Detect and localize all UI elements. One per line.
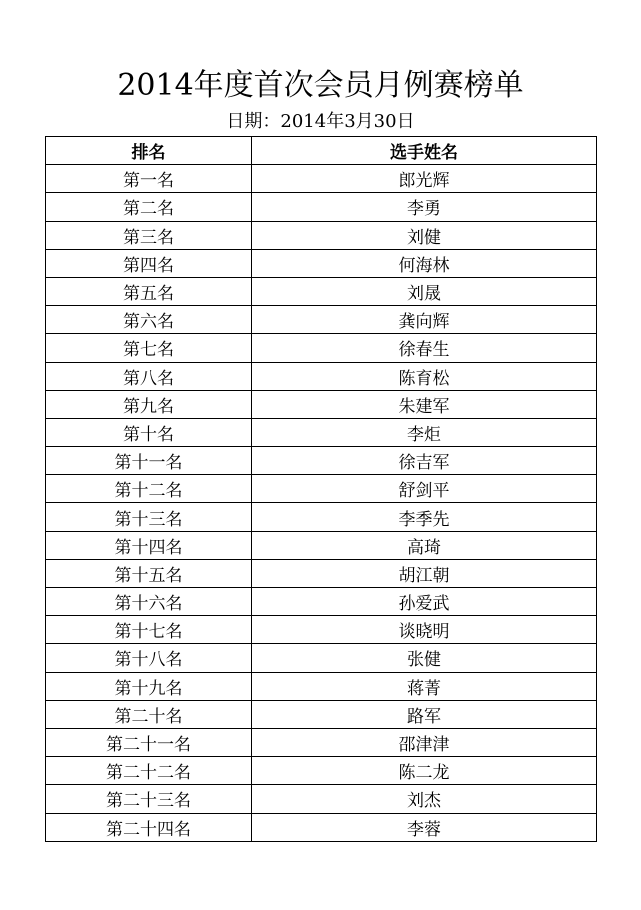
- rank-cell: 第十二名: [46, 475, 252, 503]
- player-name-cell: 陈二龙: [252, 757, 597, 785]
- rank-cell: 第六名: [46, 306, 252, 334]
- player-name-cell: 刘健: [252, 221, 597, 249]
- rank-cell: 第十七名: [46, 616, 252, 644]
- table-row: [46, 559, 597, 587]
- player-name-cell: 高琦: [252, 531, 597, 559]
- player-name-cell: 徐春生: [252, 334, 597, 362]
- player-name-cell: 何海林: [252, 249, 597, 277]
- rank-cell: 第二十名: [46, 700, 252, 728]
- player-name-cell: 刘晟: [252, 277, 597, 305]
- table-row: [46, 277, 597, 305]
- rank-cell: 第十一名: [46, 447, 252, 475]
- player-name-cell: 谈晓明: [252, 616, 597, 644]
- column-header-rank: 排名: [46, 137, 252, 165]
- table-row: [46, 306, 597, 334]
- date-label: 日期：2014年3月30日: [226, 111, 415, 132]
- table-row: [46, 447, 597, 475]
- table-row: [46, 757, 597, 785]
- player-name-cell: 刘杰: [252, 785, 597, 813]
- rank-cell: 第七名: [46, 334, 252, 362]
- page-title: 2014年度首次会员月例赛榜单: [117, 68, 524, 103]
- rank-cell: 第十六名: [46, 588, 252, 616]
- player-name-cell: 徐吉军: [252, 447, 597, 475]
- column-header-name: 选手姓名: [252, 137, 597, 165]
- rank-cell: 第十三名: [46, 503, 252, 531]
- rank-cell: 第二十一名: [46, 728, 252, 756]
- rank-cell: 第二十二名: [46, 757, 252, 785]
- rank-cell: 第四名: [46, 249, 252, 277]
- player-name-cell: 李炬: [252, 418, 597, 446]
- table-header-row: [46, 137, 597, 165]
- player-name-cell: 邵津津: [252, 728, 597, 756]
- player-name-cell: 郎光辉: [252, 165, 597, 193]
- player-name-cell: 张健: [252, 644, 597, 672]
- player-name-cell: 陈育松: [252, 362, 597, 390]
- table-row: [46, 672, 597, 700]
- ranking-table: [45, 136, 597, 842]
- player-name-cell: 蒋菁: [252, 672, 597, 700]
- rank-cell: 第十名: [46, 418, 252, 446]
- table-row: [46, 644, 597, 672]
- table-row: [46, 165, 597, 193]
- table-row: [46, 390, 597, 418]
- table-row: [46, 334, 597, 362]
- rank-cell: 第一名: [46, 165, 252, 193]
- table-row: [46, 249, 597, 277]
- rank-cell: 第三名: [46, 221, 252, 249]
- ranking-table-body: [46, 165, 597, 842]
- table-row: [46, 616, 597, 644]
- player-name-cell: 路军: [252, 700, 597, 728]
- table-row: [46, 785, 597, 813]
- table-row: [46, 813, 597, 841]
- player-name-cell: 李蓉: [252, 813, 597, 841]
- table-row: [46, 700, 597, 728]
- rank-cell: 第十四名: [46, 531, 252, 559]
- table-row: [46, 503, 597, 531]
- rank-cell: 第五名: [46, 277, 252, 305]
- player-name-cell: 李勇: [252, 193, 597, 221]
- table-row: [46, 221, 597, 249]
- rank-cell: 第二十三名: [46, 785, 252, 813]
- rank-cell: 第二名: [46, 193, 252, 221]
- table-row: [46, 728, 597, 756]
- rank-cell: 第十五名: [46, 559, 252, 587]
- player-name-cell: 龚向辉: [252, 306, 597, 334]
- player-name-cell: 舒剑平: [252, 475, 597, 503]
- rank-cell: 第十九名: [46, 672, 252, 700]
- table-row: [46, 531, 597, 559]
- table-row: [46, 588, 597, 616]
- table-row: [46, 362, 597, 390]
- player-name-cell: 孙爱武: [252, 588, 597, 616]
- rank-cell: 第十八名: [46, 644, 252, 672]
- rank-cell: 第九名: [46, 390, 252, 418]
- rank-cell: 第二十四名: [46, 813, 252, 841]
- table-row: [46, 475, 597, 503]
- player-name-cell: 朱建军: [252, 390, 597, 418]
- rank-cell: 第八名: [46, 362, 252, 390]
- player-name-cell: 李季先: [252, 503, 597, 531]
- player-name-cell: 胡江朝: [252, 559, 597, 587]
- table-row: [46, 193, 597, 221]
- table-row: [46, 418, 597, 446]
